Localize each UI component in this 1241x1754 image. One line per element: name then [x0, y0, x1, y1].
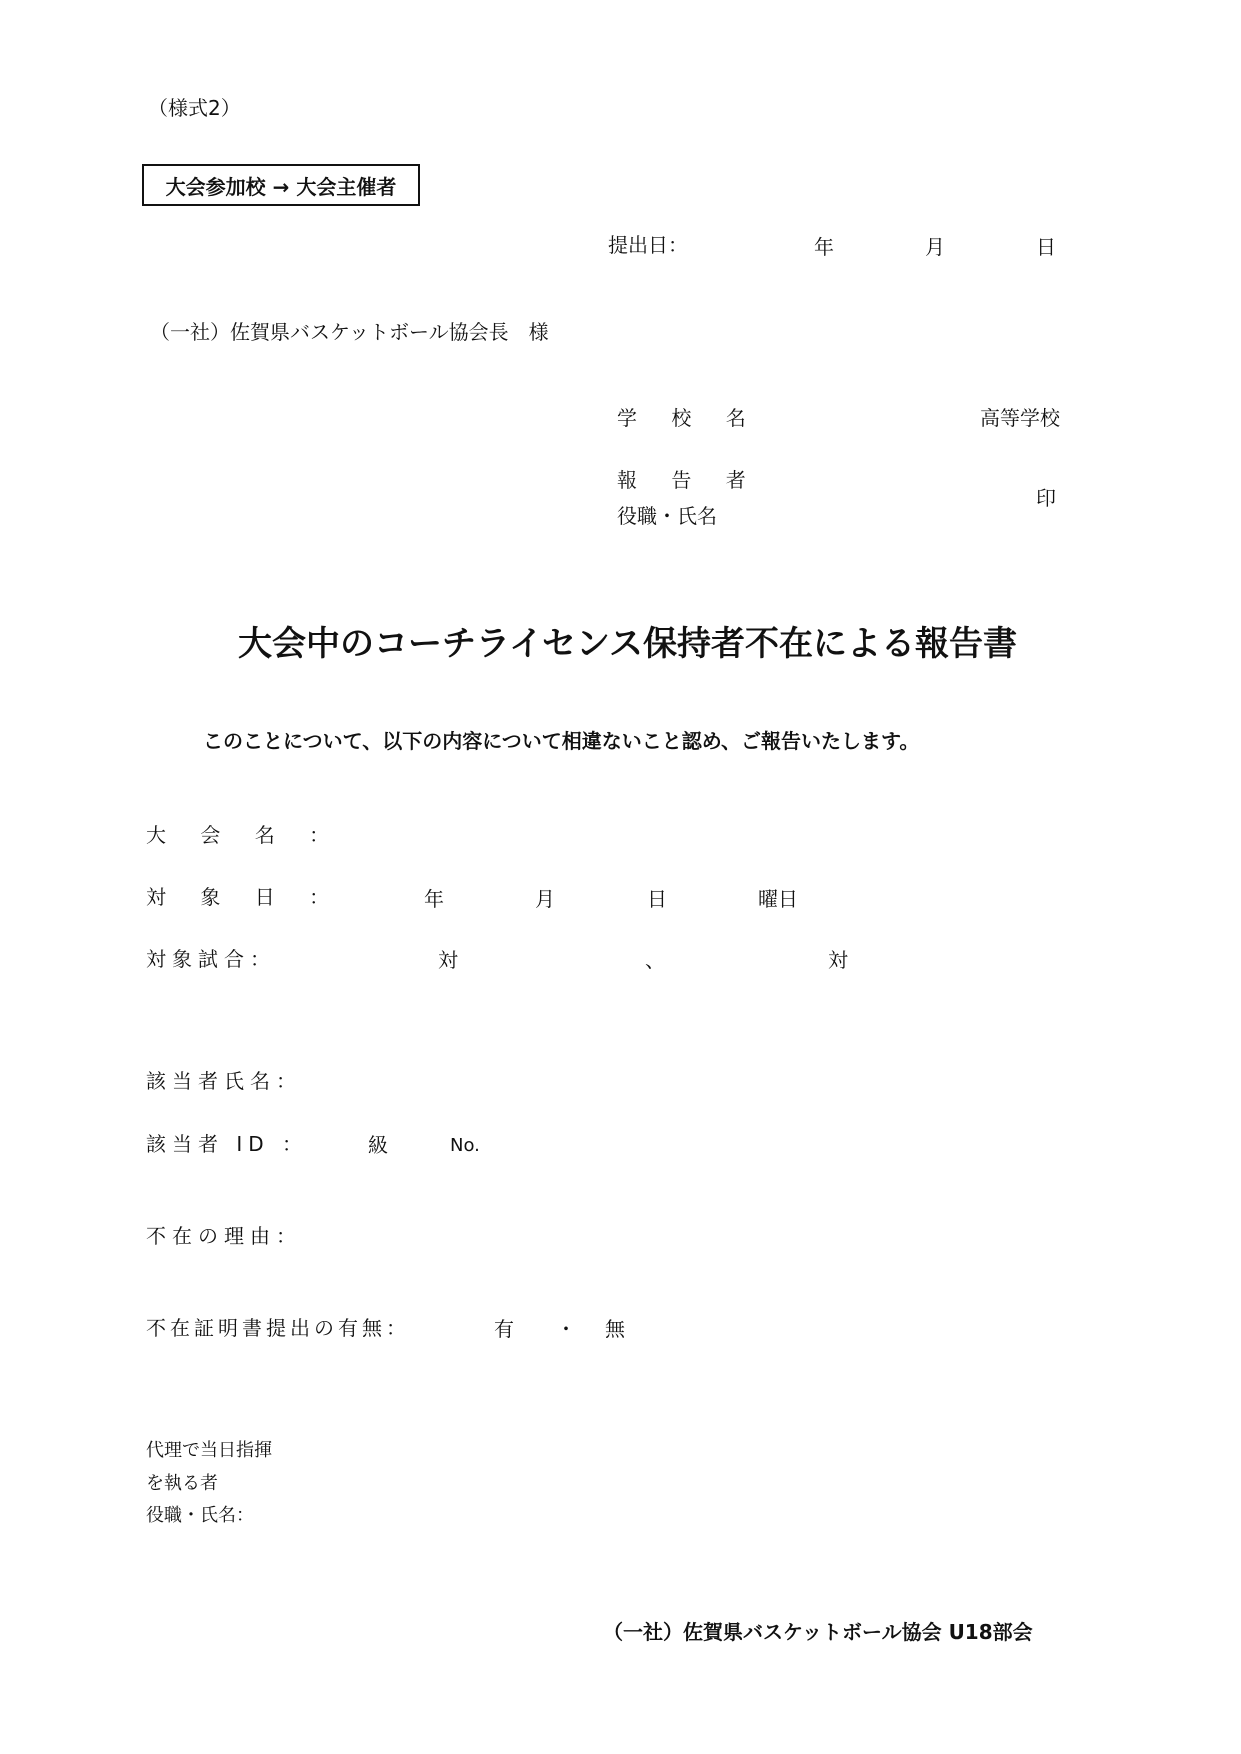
- submit-day: 日: [1036, 235, 1056, 259]
- document-title: 大会中のコーチライセンス保持者不在による報告書: [238, 624, 1017, 664]
- proxy-line-1: 代理で当日指揮: [146, 1440, 272, 1461]
- submit-month: 月: [925, 235, 945, 259]
- addressee: （一社）佐賀県バスケットボール協会長 様: [150, 320, 549, 344]
- vs-mark-2: 対: [828, 948, 848, 972]
- person-name-label: 該当者氏名：: [146, 1069, 302, 1093]
- reporter-label: 報 告 者: [617, 468, 760, 492]
- target-game-label: 対象試合：: [146, 947, 276, 971]
- school-name-label: 学 校 名: [617, 406, 760, 430]
- person-id-label: 該当者 ID ：: [146, 1132, 309, 1156]
- proxy-line-3: 役職・氏名：: [146, 1505, 254, 1526]
- vs-mark-1: 対: [438, 948, 458, 972]
- target-weekday: 曜日: [758, 887, 798, 911]
- issuer: （一社）佐賀県バスケットボール協会 U18部会: [603, 1620, 1033, 1644]
- submit-date-label: 提出日：: [608, 233, 688, 257]
- submit-year: 年: [814, 235, 834, 259]
- target-day: 日: [647, 887, 667, 911]
- target-date-label: 対 象 日 ：: [146, 885, 344, 909]
- certificate-yes: 有: [494, 1317, 514, 1341]
- intro-text: このことについて、以下の内容について相違ないこと認め、ご報告いたします。: [203, 729, 920, 753]
- game-separator: 、: [645, 948, 665, 972]
- license-grade: 級: [368, 1133, 388, 1157]
- certificate-no: 無: [605, 1317, 625, 1341]
- route-label: 大会参加校 → 大会主催者: [165, 174, 397, 199]
- license-number: No.: [450, 1135, 480, 1156]
- absence-reason-label: 不在の理由：: [146, 1224, 302, 1248]
- seal-mark: 印: [1036, 486, 1056, 510]
- tournament-name-label: 大 会 名 ：: [146, 823, 344, 847]
- target-year: 年: [424, 887, 444, 911]
- target-month: 月: [535, 887, 555, 911]
- route-box: [142, 164, 420, 206]
- school-suffix: 高等学校: [980, 406, 1060, 430]
- proxy-line-2: を執る者: [146, 1473, 218, 1494]
- reporter-title-name-label: 役職・氏名: [617, 504, 717, 528]
- form-number: （様式2）: [148, 96, 241, 120]
- certificate-label: 不在証明書提出の有無：: [146, 1316, 410, 1340]
- certificate-dot: ・: [556, 1317, 576, 1341]
